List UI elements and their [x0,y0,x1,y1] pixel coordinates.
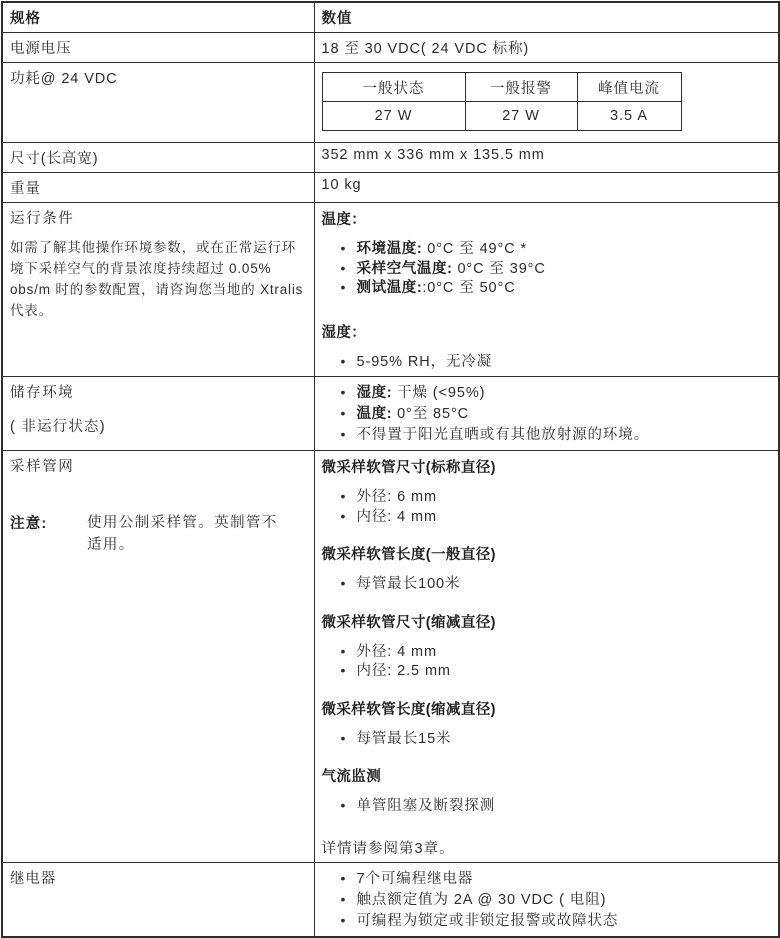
section-list [322,643,772,682]
section-tube-length-reduced [322,698,772,750]
temperature-heading: 温度： [321,212,367,228]
bullet-text: 0°C 至 49°C * [422,241,528,257]
bullet-item [335,404,772,425]
bullet-item [335,240,772,260]
section-tube-size-nominal [322,456,772,527]
inner-header-alarm: 一般报警 [465,73,577,102]
bullet-item [335,662,772,682]
inner-header-peak: 峰值电流 [577,73,681,102]
section-list [322,488,772,527]
bullet-text: 不得置于阳光直晒或有其他放射源的环境。 [356,427,650,443]
bullet-term: 测试温度: [356,280,423,296]
operating-conditions-value-cell [314,203,779,377]
row-power-consumption [2,63,779,143]
section-heading: 微采样软管尺寸(标称直径) [321,460,496,476]
row-weight [2,173,779,203]
section-heading: 微采样软管尺寸(缩减直径) [321,614,496,631]
humidity-list [322,353,772,373]
bullet-text: 5-95% RH，无冷凝 [356,353,493,370]
section-heading: 微采样软管长度(一般直径) [321,547,496,563]
storage-value-cell [314,377,779,451]
row-sampling-pipe-network [2,451,779,863]
storage-label-cell [2,377,314,451]
bullet-item [335,383,772,404]
power-consumption-value [314,63,779,143]
sampling-label-cell [2,451,314,863]
section-tube-size-reduced [322,611,772,682]
relays-list [322,869,772,932]
operating-conditions-label: 运行条件 [10,211,75,227]
bullet-text: 干燥 (<95%) [392,385,486,401]
section-tube-length-normal [322,543,772,595]
value-col-header: 数值 [314,2,779,33]
bullet-item [335,890,772,911]
see-chapter-note: 详情请参阅第3章。 [321,840,455,857]
weight-label: 重量 [2,173,314,203]
storage-label: 储存环境 [10,385,75,401]
row-operating-conditions [2,203,779,377]
relays-value-cell [314,862,779,937]
weight-value: 10 kg [314,173,779,203]
temperature-list [322,240,772,299]
inner-header-normal: 一般状态 [322,73,465,102]
operating-conditions-label-cell [2,203,314,377]
bullet-term: 温度: [356,406,393,422]
spec-table [1,1,780,938]
bullet-text: 内径: 4 mm [356,508,438,525]
bullet-text: 每管最长100米 [356,576,461,592]
bullet-text: 单管阻塞及断裂探测 [356,798,496,814]
dimensions-value: 352 mm x 336 mm x 135.5 mm [314,143,779,173]
section-list [322,730,772,750]
power-voltage-label: 电源电压 [2,33,314,63]
section-heading: 气流监测 [321,769,382,785]
section-airflow-monitoring [322,765,772,817]
sampling-label: 采样管网 [10,459,75,475]
bullet-term: 环境温度: [356,241,423,257]
bullet-text: 外径: 4 mm [356,643,438,660]
bullet-item [335,260,772,280]
bullet-item [335,279,772,299]
row-dimensions [2,143,779,173]
sampling-note [10,512,307,556]
spec-col-header: 规格 [2,2,314,33]
section-list [322,575,772,595]
bullet-term: 湿度: [356,385,393,401]
note-text: 使用公制采样管。英制管不适用。 [87,515,278,553]
operating-conditions-note: 如需了解其他操作环境参数，或在正常运行环境下采样空气的背景浓度持续超过 0.05% obs/m 时的参数配置，请咨询您当地的 Xtralis 代表。 [10,240,304,318]
bullet-item [335,730,772,750]
bullet-text: 触点额定值为 2A @ 30 VDC ( 电阻) [356,891,607,908]
bullet-text: 可编程为锁定或非锁定报警或故障状态 [356,912,619,929]
bullet-item [335,353,772,373]
row-storage-environment [2,377,779,451]
bullet-text: 内径: 2.5 mm [356,663,451,679]
inner-value-normal: 27 W [322,102,465,131]
dimensions-label: 尺寸(长高宽) [2,143,314,173]
power-consumption-label: 功耗@ 24 VDC [2,63,314,143]
row-power-voltage [2,33,779,63]
power-consumption-table [322,72,682,131]
humidity-heading: 湿度： [321,324,367,341]
inner-value-peak: 3.5 A [577,102,681,131]
inner-value-alarm: 27 W [465,102,577,131]
bullet-item [335,488,772,508]
bullet-text: 0°至 85°C [392,406,470,422]
storage-sublabel: ( 非运行状态) [10,419,106,435]
bullet-item [335,425,772,446]
inner-value-row [322,102,681,131]
bullet-text: 7个可编程继电器 [356,870,474,887]
note-label: 注意: [10,516,48,532]
bullet-text: 0°C 至 39°C [452,260,546,277]
bullet-item [335,869,772,890]
bullet-item [335,575,772,595]
relays-label: 继电器 [2,862,314,937]
bullet-term: 采样空气温度: [356,260,453,277]
bullet-item [335,797,772,817]
header-row [2,2,779,33]
sampling-value-cell [314,451,779,863]
power-voltage-value: 18 至 30 VDC( 24 VDC 标称) [314,33,779,63]
bullet-text: 每管最长15米 [356,730,452,747]
row-relays [2,862,779,937]
bullet-item [335,911,772,932]
storage-list [322,383,772,446]
bullet-item [335,643,772,663]
bullet-item [335,508,772,528]
section-heading: 微采样软管长度(缩减直径) [321,701,496,718]
inner-header-row [322,73,681,102]
bullet-text: :0°C 至 50°C [422,280,516,296]
section-list [322,797,772,817]
bullet-text: 外径: 6 mm [356,489,438,505]
